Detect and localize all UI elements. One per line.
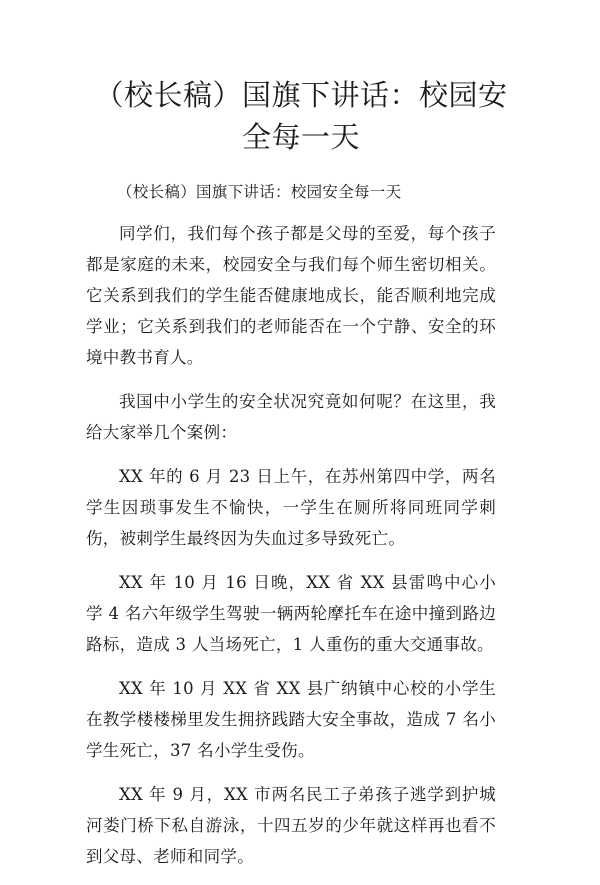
document-title: （校长稿）国旗下讲话：校园安全每一天 xyxy=(94,78,508,154)
body-paragraph: XX 年 9 月，XX 市两名民工子弟孩子逃学到护城河娄门桥下私自游泳，十四五岁的少年就这样再也看不到父母、老师和同学。 xyxy=(86,785,496,866)
document-body xyxy=(86,177,496,885)
body-paragraph: XX 年的 6 月 23 日上午，在苏州第四中学，两名学生因琐事发生不愉快，一学生在厕所将同班同学刺伤，被刺学生最终因为失血过多导致死亡。 xyxy=(86,467,496,548)
body-paragraph: 我国中小学生的安全状况究竟如何呢？在这里，我给大家举几个案例： xyxy=(86,392,496,442)
body-paragraph: 同学们，我们每个孩子都是父母的至爱，每个孩子都是家庭的未来，校园安全与我们每个师生密切相关。它关系到我们的学生能否健康地成长，能否顺利地完成学业；它关系到我们的老师能否在一个宁静、安全的环境中教书育人。 xyxy=(86,224,496,367)
body-paragraph: XX 年 10 月 XX 省 XX 县广纳镇中心校的小学生在教学楼楼梯里发生拥挤践踏大安全事故，造成 7 名小学生死亡，37 名小学生受伤。 xyxy=(86,679,496,760)
subtitle-paragraph: （校长稿）国旗下讲话：校园安全每一天 xyxy=(117,183,402,201)
body-paragraph: XX 年 10 月 16 日晚，XX 省 XX 县雷鸣中心小学 4 名六年级学生驾驶一辆两轮摩托车在途中撞到路边路标，造成 3 人当场死亡，1 人重伤的重大交通事故。 xyxy=(86,573,496,654)
